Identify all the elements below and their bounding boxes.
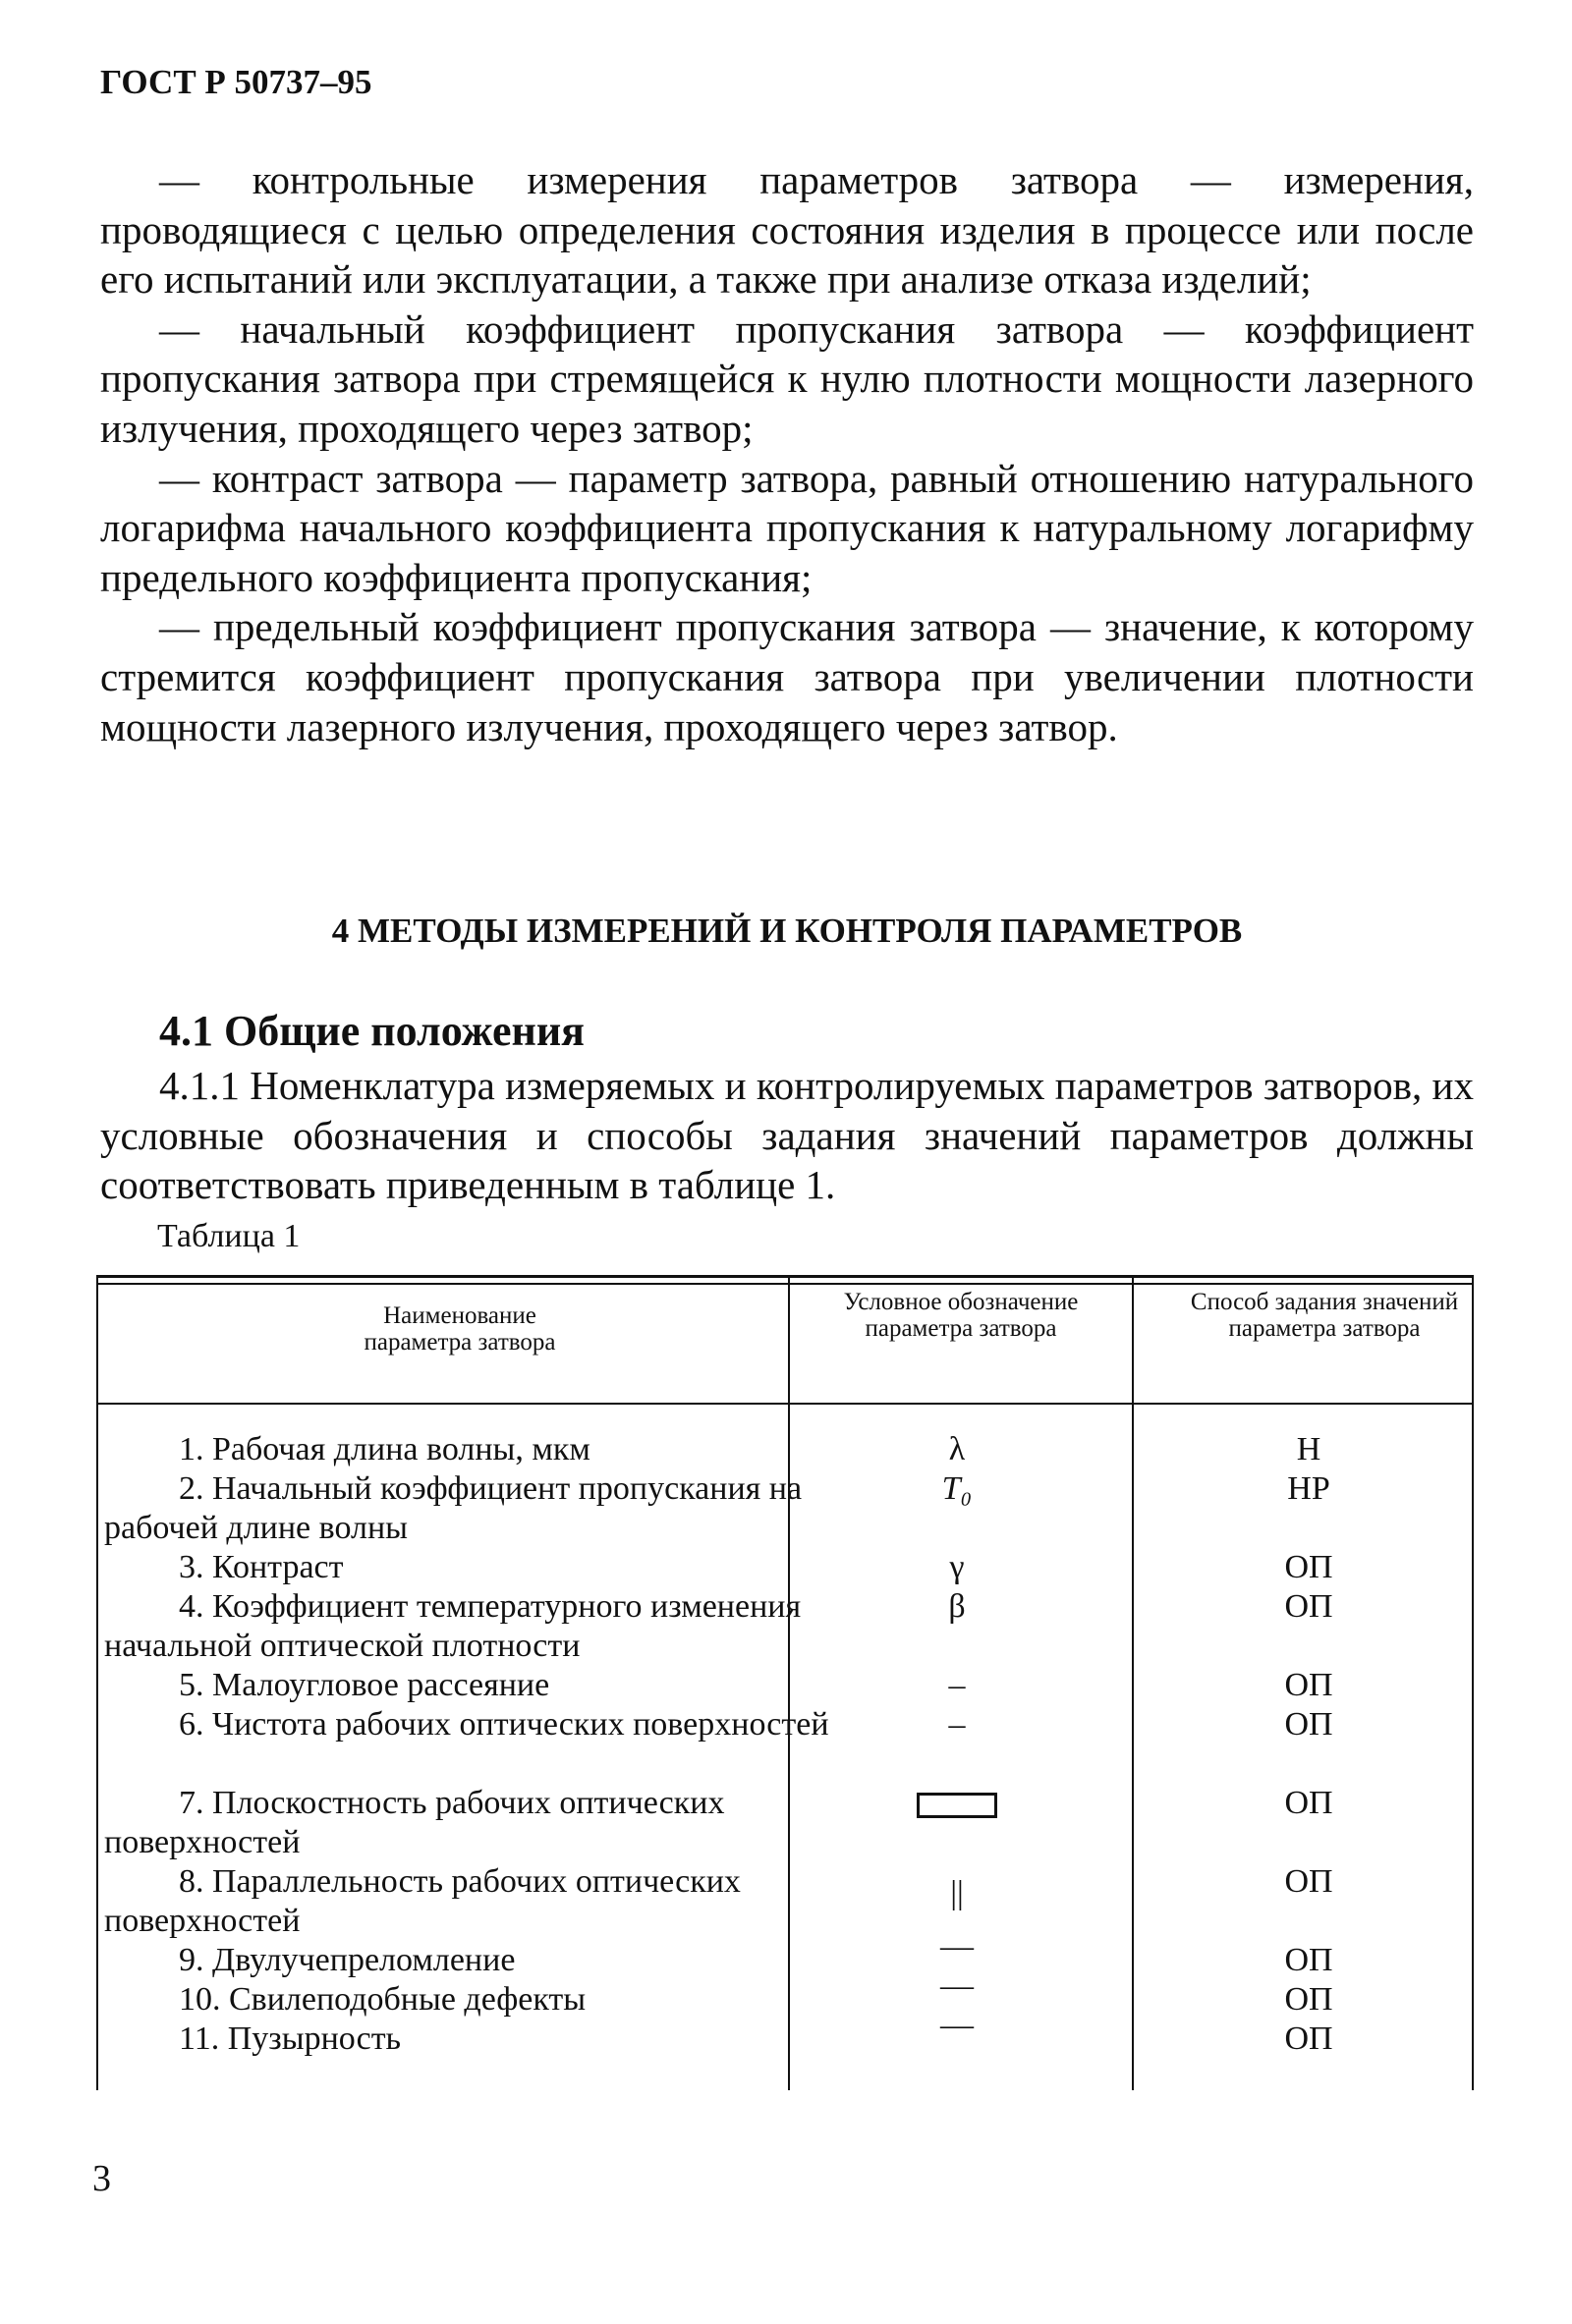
row-name: 7. Плоскостность рабочих оптических поверхностей [104,1785,725,1860]
definition-paragraph: — начальный коэффициент пропускания затвора — коэффициент пропускания затвора при стремящейся к нулю плотности мощности лазерного излучения, проходящего через затвор; [100,305,1474,451]
row-name: 4. Коэффициент температурного изменения начальной оптической плотности [104,1588,802,1664]
definition-paragraph: — предельный коэффициент пропускания затвора — значение, к которому стремится коэффициент пропускания затвора при увеличении плотности мощности лазерного излучения, проходящего через затвор. [100,604,1474,749]
definition-paragraph: — контрольные измерения параметров затвора — измерения, проводящиеся с целью определения состояния изделия в процессе или после его испытаний или эксплуатации, а также при анализе отказа изделий; [100,157,1474,303]
flatness-rectangle-icon [917,1793,997,1818]
row-method: ОП [1284,1588,1333,1625]
row-name: 10. Свилеподобные дефекты [179,1981,587,2018]
row-name: 8. Параллельность рабочих оптических поверхностей [104,1863,741,1939]
row-symbol: — [940,2007,974,2043]
table-column-divider [1132,1275,1134,2090]
row-symbol: β [948,1588,966,1625]
table-caption: Таблица 1 [157,1218,301,1254]
row-name: 9. Двулучепреломление [179,1942,516,1978]
row-symbol: — [940,1928,974,1964]
row-method: ОП [1284,1549,1333,1585]
row-name: 1. Рабочая длина волны, мкм [179,1431,590,1467]
row-symbol: || [950,1875,964,1911]
table-header-separator [96,1403,1474,1405]
row-method: ОП [1284,1706,1333,1743]
row-method: Н [1296,1431,1321,1467]
table-top-rule-inner [96,1283,1474,1285]
table-top-rule [96,1275,1474,1278]
paragraph-text: 4.1.1 Номенклатура измеряемых и контролируемых параметров затворов, их условные обозначения и способы задания значений параметров должны соответствовать приведенным в таблице 1. [100,1063,1474,1208]
page-number: 3 [92,2158,111,2199]
table-header-symbol: Условное обозначение параметра затвора [843,1289,1079,1342]
table-header-name: Наименование параметра затвора [364,1302,556,1356]
row-name: 5. Малоугловое рассеяние [179,1667,550,1703]
row-symbol: γ [949,1549,965,1585]
row-method: ОП [1284,2020,1333,2057]
row-symbol: λ [948,1431,966,1467]
row-name: 11. Пузырность [179,2020,402,2057]
row-method: ОП [1284,1981,1333,2018]
row-symbol: – [948,1667,966,1703]
table-left-border [96,1275,98,2090]
row-symbol [790,1784,1124,1823]
row-name: 6. Чистота рабочих оптических поверхностей [179,1706,829,1743]
row-name: 2. Начальный коэффициент пропускания на рабочей длине волны [104,1470,803,1546]
document-header: ГОСТ Р 50737–95 [100,63,372,101]
section-title: 4 МЕТОДЫ ИЗМЕРЕНИЙ И КОНТРОЛЯ ПАРАМЕТРОВ [331,912,1243,950]
parameters-table [96,1275,1474,2090]
row-method: НР [1287,1470,1330,1507]
row-method: ОП [1284,1667,1333,1703]
row-method: ОП [1284,1785,1333,1821]
definitions-block [100,155,1474,751]
row-method: ОП [1284,1942,1333,1978]
row-symbol: T₀ [941,1470,973,1507]
row-name: 3. Контраст [179,1549,344,1585]
subsection-title: 4.1 Общие положения [159,1007,585,1055]
row-method: ОП [1284,1863,1333,1900]
paragraph-4-1-1 [100,1061,1474,1210]
row-symbol: — [940,1967,974,2004]
definition-paragraph: — контраст затвора — параметр затвора, равный отношению натурального логарифма начального коэффициента пропускания к натуральному логарифму предельного коэффициента пропускания; [100,455,1474,600]
row-symbol: – [948,1706,966,1743]
table-header-method: Способ задания значений параметра затвора [1190,1289,1459,1342]
